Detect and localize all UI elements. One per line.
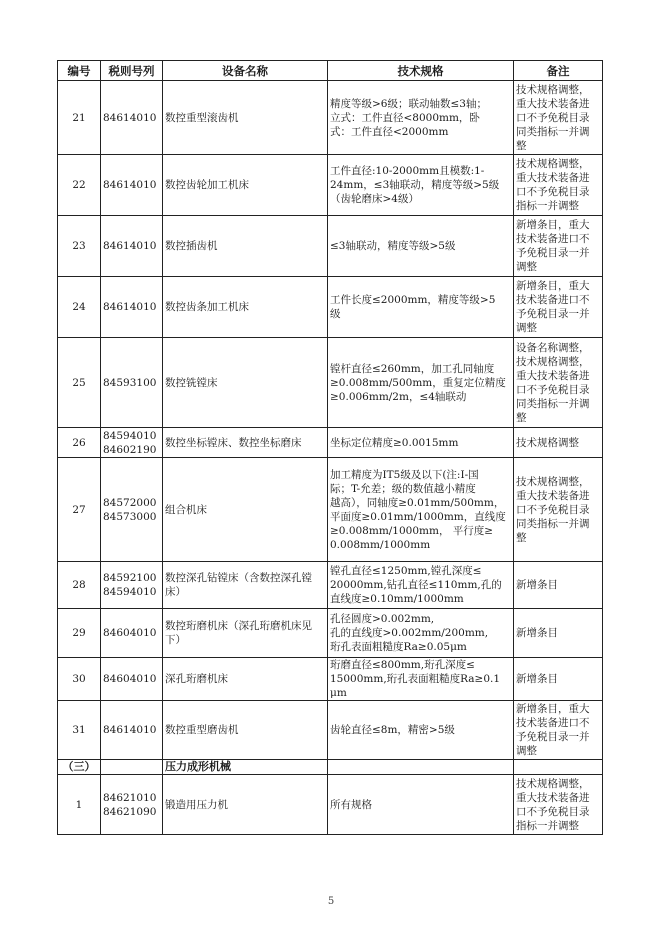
text-line: 指标一并调整 — [516, 200, 579, 212]
text-line: 技术装备进口不 — [516, 717, 590, 729]
text-line: 84594010 — [103, 586, 157, 598]
equipment-name-cell: 数控插齿机 — [163, 216, 328, 277]
technical-spec-cell — [328, 658, 514, 701]
text-line: 新增条目 — [516, 627, 558, 639]
technical-spec-cell — [328, 338, 514, 428]
table-row — [58, 658, 603, 701]
text-line: 所有规格 — [330, 798, 372, 811]
technical-spec-cell — [328, 458, 514, 562]
text-line: 重大技术装备进 — [516, 369, 590, 382]
text-line: 整 — [516, 411, 527, 424]
technical-spec-cell — [328, 562, 514, 609]
text-line: 同类指标一并调 — [516, 517, 590, 530]
text-line: 技术规格调整， — [516, 83, 590, 96]
equipment-name-cell: 数控珩磨机床（深孔珩磨机床见下） — [163, 609, 328, 658]
text-line: 予免税目录一并 — [516, 731, 590, 743]
column-header-number: 编号 — [58, 61, 101, 81]
text-line: 坐标定位精度≥0.0015mm — [330, 436, 459, 449]
text-line: 84604010 — [103, 673, 157, 685]
column-header-technical-spec: 技术规格 — [328, 61, 514, 81]
text-line: 精度等级>6级；联动轴数≤3轴； — [330, 97, 487, 110]
table-row — [58, 81, 603, 155]
remarks-cell — [514, 658, 603, 701]
text-line: 84621010 — [103, 791, 157, 804]
technical-spec-cell — [328, 155, 514, 216]
text-line: 同类指标一并调 — [516, 397, 590, 410]
equipment-name-cell: 深孔珩磨机床 — [163, 658, 328, 701]
technical-spec-cell — [328, 609, 514, 658]
text-line: 平面度≥0.01mm/1000mm，直线度 — [330, 510, 506, 523]
technical-spec-cell — [328, 701, 514, 760]
text-line: 重大技术装备进 — [516, 97, 590, 110]
text-line: 立式：工件直径<8000mm，卧 — [330, 111, 480, 124]
column-header-equipment-name: 设备名称 — [163, 61, 328, 81]
text-line: 式：工件直径<2000mm — [330, 125, 449, 138]
text-line: （齿轮磨床>4级） — [330, 193, 419, 205]
table-row — [58, 458, 603, 562]
column-header-tariff-code: 税则号列 — [101, 61, 163, 81]
table-row — [58, 338, 603, 428]
item-number-cell: 21 — [58, 81, 101, 155]
text-line: 84614010 — [103, 179, 157, 191]
text-line: 84614010 — [103, 111, 157, 124]
text-line: 84592100 — [103, 572, 157, 584]
text-line: 84602190 — [103, 443, 157, 456]
item-number-cell: 25 — [58, 338, 101, 428]
equipment-name-cell: 数控齿条加工机床 — [163, 277, 328, 338]
text-line: 孔径圆度>0.002mm, — [330, 613, 435, 625]
table-row — [58, 701, 603, 760]
remarks-cell — [514, 562, 603, 609]
tariff-code-cell — [101, 458, 163, 562]
empty-cell — [514, 760, 603, 775]
equipment-spec-table — [57, 60, 603, 835]
text-line: 直线度≥0.10mm/1000mm — [330, 593, 464, 605]
text-line: 84573000 — [103, 510, 157, 523]
item-number-cell: 24 — [58, 277, 101, 338]
text-line: 口不予免税目录 — [516, 383, 590, 396]
tariff-code-cell — [101, 81, 163, 155]
text-line: 工件长度≤2000mm，精度等级>5 — [330, 294, 496, 306]
text-line: 越高），同轴度≥0.01mm/500mm， — [330, 496, 505, 509]
equipment-name-cell: 数控重型滚齿机 — [163, 81, 328, 155]
text-line: 镗孔直径≤1250mm,镗孔深度≤ — [330, 565, 482, 577]
table-row — [58, 277, 603, 338]
text-line: 口不予免税目录 — [516, 503, 590, 516]
technical-spec-cell — [328, 277, 514, 338]
text-line: 加工精度为IT5级及以下(注:I-国 — [330, 468, 479, 481]
text-line: 同类指标一并调 — [516, 125, 590, 138]
text-line: 24mm，≤3轴联动，精度等级>5级 — [330, 179, 500, 191]
text-line: ≥0.008mm/500mm，重复定位精度 — [330, 376, 506, 389]
text-line: μm — [330, 687, 347, 699]
text-line: 设备名称调整， — [516, 341, 590, 354]
item-number-cell: 27 — [58, 458, 101, 562]
item-number-cell: 22 — [58, 155, 101, 216]
tariff-code-cell — [101, 428, 163, 458]
text-line: 84604010 — [103, 627, 157, 639]
text-line: 口不予免税目录 — [516, 805, 590, 818]
text-line: 新增条目，重大 — [516, 703, 590, 715]
text-line: 整 — [516, 531, 527, 544]
table-row — [58, 609, 603, 658]
table-row — [58, 775, 603, 835]
remarks-cell — [514, 155, 603, 216]
tariff-code-cell — [101, 562, 163, 609]
text-line: 84614010 — [103, 301, 157, 313]
item-number-cell: 31 — [58, 701, 101, 760]
empty-cell — [328, 760, 514, 775]
remarks-cell — [514, 458, 603, 562]
table-row — [58, 216, 603, 277]
text-line: ≥0.008mm/1000mm， 平行度≥ — [330, 524, 494, 537]
remarks-cell — [514, 277, 603, 338]
item-number-cell: 29 — [58, 609, 101, 658]
text-line: 新增条目，重大 — [516, 280, 590, 292]
text-line: 84594010 — [103, 429, 157, 442]
technical-spec-cell — [328, 216, 514, 277]
text-line: 重大技术装备进 — [516, 791, 590, 804]
technical-spec-cell — [328, 775, 514, 835]
tariff-code-cell — [101, 155, 163, 216]
text-line: 84614010 — [103, 724, 157, 736]
text-line: 重大技术装备进 — [516, 172, 590, 184]
section-title-cell: 压力成形机械 — [163, 760, 328, 775]
tariff-code-cell — [101, 338, 163, 428]
text-line: 技术规格调整 — [516, 436, 579, 449]
item-number-cell: 26 — [58, 428, 101, 458]
technical-spec-cell — [328, 81, 514, 155]
remarks-cell — [514, 81, 603, 155]
text-line: 级 — [330, 308, 341, 320]
remarks-cell — [514, 338, 603, 428]
item-number-cell: 23 — [58, 216, 101, 277]
tariff-code-cell — [101, 658, 163, 701]
text-line: 84621090 — [103, 805, 157, 818]
tariff-code-cell — [101, 277, 163, 338]
text-line: 技术装备进口不 — [516, 233, 590, 245]
text-line: 0.008mm/1000mm — [330, 538, 431, 551]
text-line: 技术规格调整， — [516, 355, 590, 368]
item-number-cell: 28 — [58, 562, 101, 609]
text-line: 新增条目 — [516, 579, 558, 591]
text-line: ≥0.006mm/2m，≤4轴联动 — [330, 390, 467, 403]
tariff-code-cell — [101, 609, 163, 658]
text-line: 予免税目录一并 — [516, 247, 590, 259]
tariff-code-cell — [101, 701, 163, 760]
table-body — [58, 81, 603, 835]
remarks-cell — [514, 216, 603, 277]
equipment-name-cell: 数控铣镗床 — [163, 338, 328, 428]
column-header-remarks: 备注 — [514, 61, 603, 81]
text-line: 际；T-允差；级的数值越小精度 — [330, 482, 476, 495]
table-row — [58, 562, 603, 609]
text-line: 技术规格调整， — [516, 158, 590, 170]
text-line: 84593100 — [103, 376, 157, 389]
text-line: 技术规格调整， — [516, 777, 590, 790]
section-number-cell: （三） — [58, 760, 101, 775]
text-line: 15000mm,珩孔表面粗糙度Ra≥0.1 — [330, 673, 501, 685]
tariff-code-cell — [101, 775, 163, 835]
table-header-row — [58, 61, 603, 81]
text-line: 新增条目，重大 — [516, 219, 590, 231]
table-row — [58, 428, 603, 458]
text-line: 调整 — [516, 322, 537, 334]
text-line: 技术规格调整， — [516, 475, 590, 488]
equipment-name-cell: 锻造用压力机 — [163, 775, 328, 835]
text-line: 重大技术装备进 — [516, 489, 590, 502]
text-line: 予免税目录一并 — [516, 308, 590, 320]
text-line: 调整 — [516, 745, 537, 757]
text-line: 珩磨直径≤800mm,珩孔深度≤ — [330, 659, 475, 671]
text-line: 84572000 — [103, 496, 157, 509]
remarks-cell — [514, 609, 603, 658]
text-line: 20000mm,钻孔直径≤110mm,孔的 — [330, 579, 502, 591]
remarks-cell — [514, 701, 603, 760]
equipment-name-cell: 组合机床 — [163, 458, 328, 562]
text-line: 珩孔表面粗糙度Ra≥0.05μm — [330, 641, 467, 653]
item-number-cell: 1 — [58, 775, 101, 835]
text-line: 调整 — [516, 261, 537, 273]
table-row — [58, 155, 603, 216]
empty-cell — [101, 760, 163, 775]
page-number: 5 — [327, 896, 335, 907]
equipment-name-cell: 数控坐标镗床、数控坐标磨床 — [163, 428, 328, 458]
text-line: 口不予免税目录 — [516, 186, 590, 198]
equipment-name-cell: 数控重型磨齿机 — [163, 701, 328, 760]
text-line: 指标一并调整 — [516, 819, 579, 832]
text-line: 整 — [516, 139, 527, 152]
item-number-cell: 30 — [58, 658, 101, 701]
text-line: 新增条目 — [516, 673, 558, 685]
text-line: 技术装备进口不 — [516, 294, 590, 306]
text-line: 镗杆直径≤260mm，加工孔同轴度 — [330, 362, 495, 375]
remarks-cell — [514, 428, 603, 458]
technical-spec-cell — [328, 428, 514, 458]
equipment-name-cell: 数控深孔钻镗床（含数控深孔镗床） — [163, 562, 328, 609]
tariff-code-cell — [101, 216, 163, 277]
equipment-name-cell: 数控齿轮加工机床 — [163, 155, 328, 216]
remarks-cell — [514, 775, 603, 835]
text-line: 84614010 — [103, 240, 157, 252]
text-line: 口不予免税目录 — [516, 111, 590, 124]
section-header-row — [58, 760, 603, 775]
text-line: 工件直径:10-2000mm且模数:1- — [330, 165, 485, 177]
text-line: 孔的直线度>0.002mm/200mm, — [330, 627, 489, 639]
text-line: 齿轮直径≤8m，精密>5级 — [330, 724, 455, 736]
text-line: ≤3轴联动，精度等级>5级 — [330, 240, 456, 252]
